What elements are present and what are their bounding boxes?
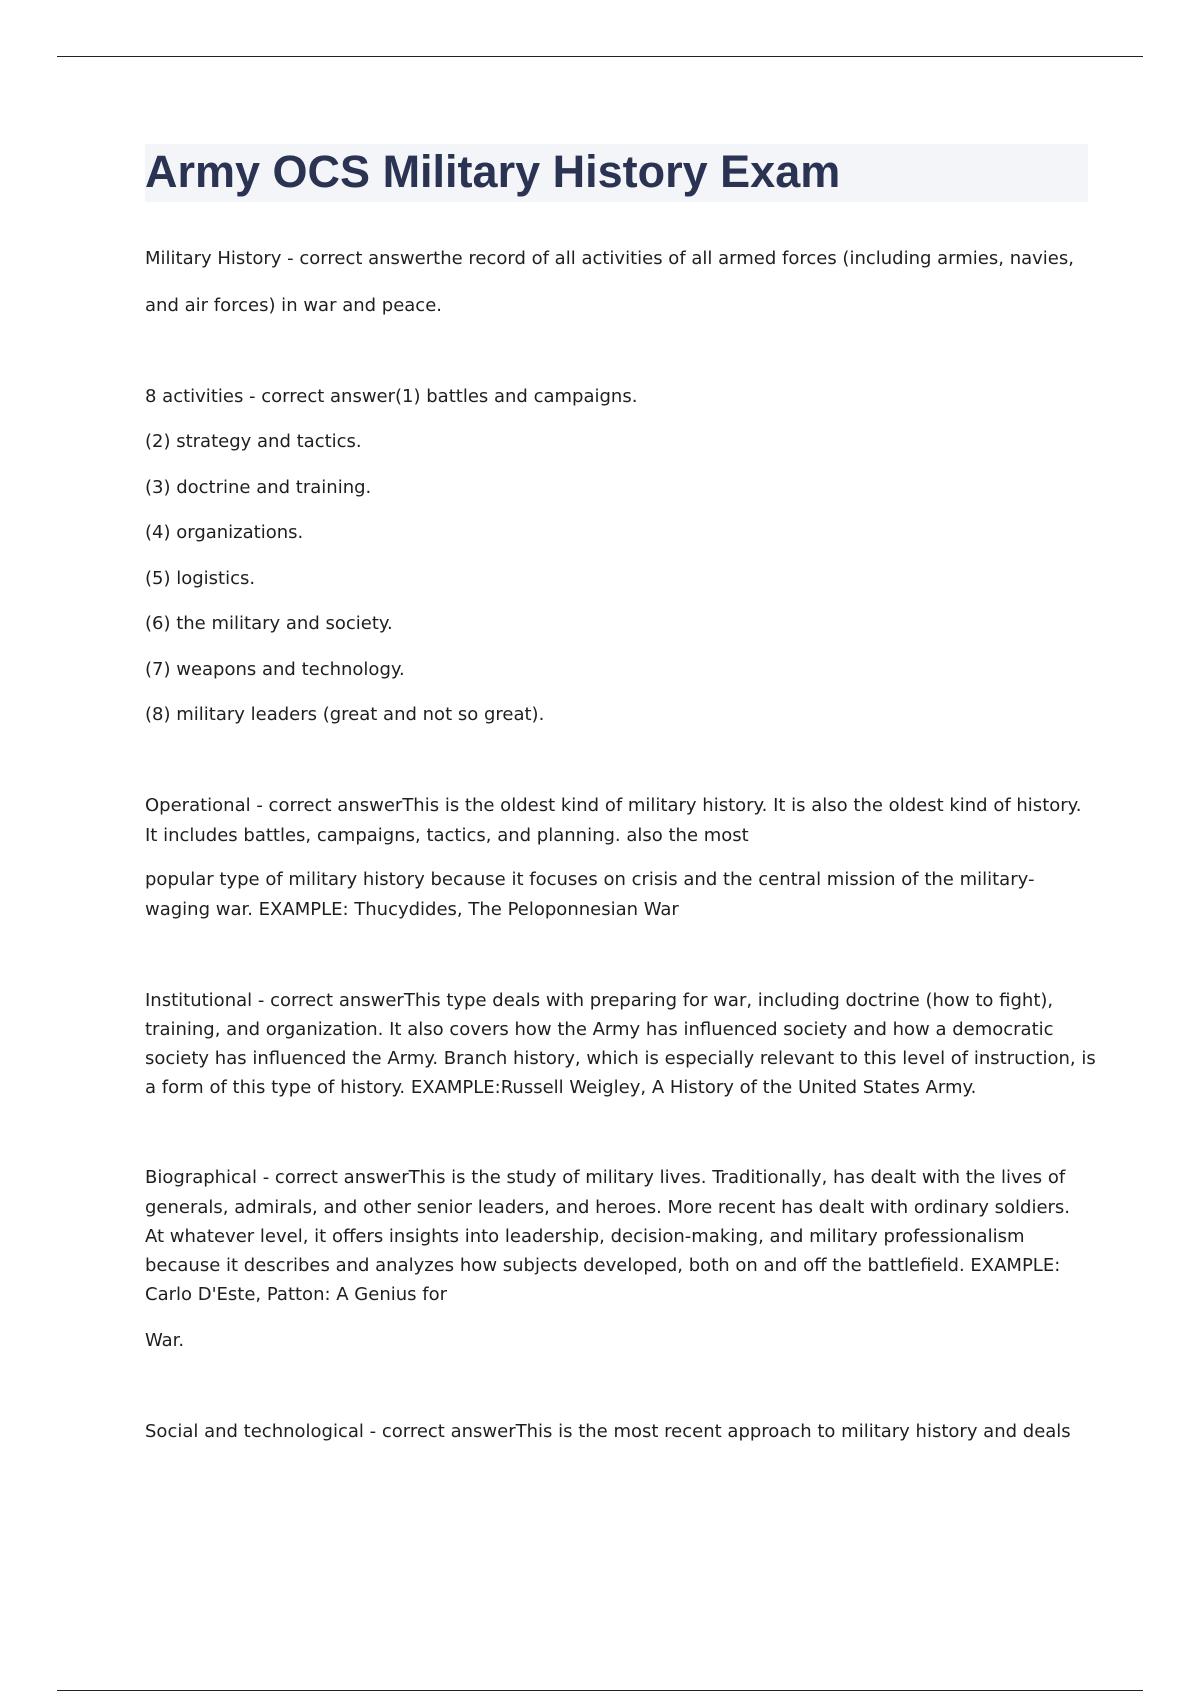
definition-line: waging war. EXAMPLE: Thucydides, The Peloponnesian War	[145, 899, 679, 920]
definition-line: Carlo D'Este, Patton: A Genius for	[145, 1284, 447, 1305]
top-rule	[57, 56, 1143, 57]
definition-line: a form of this type of history. EXAMPLE:Russell Weigley, A History of the United States Army.	[145, 1077, 977, 1098]
list-item: (3) doctrine and training.	[145, 477, 372, 498]
definition-line: Social and technological - correct answerThis is the most recent approach to military history and deals	[145, 1421, 1071, 1442]
list-item: (8) military leaders (great and not so great).	[145, 704, 545, 725]
page-title: Army OCS Military History Exam	[145, 146, 841, 197]
definition-line: At whatever level, it offers insights into leadership, decision-making, and military professionalism	[145, 1226, 1025, 1247]
definition-line: generals, admirals, and other senior leaders, and heroes. More recent has dealt with ordinary soldiers.	[145, 1197, 1071, 1218]
definition-line: War.	[145, 1330, 185, 1351]
definition-line: society has influenced the Army. Branch history, which is especially relevant to this level of instruction, is	[145, 1048, 1096, 1069]
list-item: (5) logistics.	[145, 568, 256, 589]
definition-line: popular type of military history because it focuses on crisis and the central mission of the military-	[145, 869, 1035, 890]
definition-line: Institutional - correct answerThis type deals with preparing for war, including doctrine (how to fight),	[145, 990, 1054, 1011]
definition-line: and air forces) in war and peace.	[145, 295, 442, 316]
list-item: (7) weapons and technology.	[145, 659, 405, 680]
definition-line: 8 activities - correct answer(1) battles and campaigns.	[145, 386, 638, 407]
definition-line: Operational - correct answerThis is the oldest kind of military history. It is also the oldest kind of history.	[145, 795, 1082, 816]
definition-line: Military History - correct answerthe record of all activities of all armed forces (including armies, navies,	[145, 248, 1074, 269]
list-item: (4) organizations.	[145, 522, 304, 543]
definition-line: Biographical - correct answerThis is the study of military lives. Traditionally, has dealt with the lives of	[145, 1167, 1066, 1188]
definition-line: training, and organization. It also covers how the Army has influenced society and how a democratic	[145, 1019, 1054, 1040]
definition-line: It includes battles, campaigns, tactics, and planning. also the most	[145, 825, 749, 846]
list-item: (2) strategy and tactics.	[145, 431, 362, 452]
bottom-rule	[57, 1690, 1143, 1691]
list-item: (6) the military and society.	[145, 613, 393, 634]
definition-line: because it describes and analyzes how subjects developed, both on and off the battlefield. EXAMPLE:	[145, 1255, 1061, 1276]
